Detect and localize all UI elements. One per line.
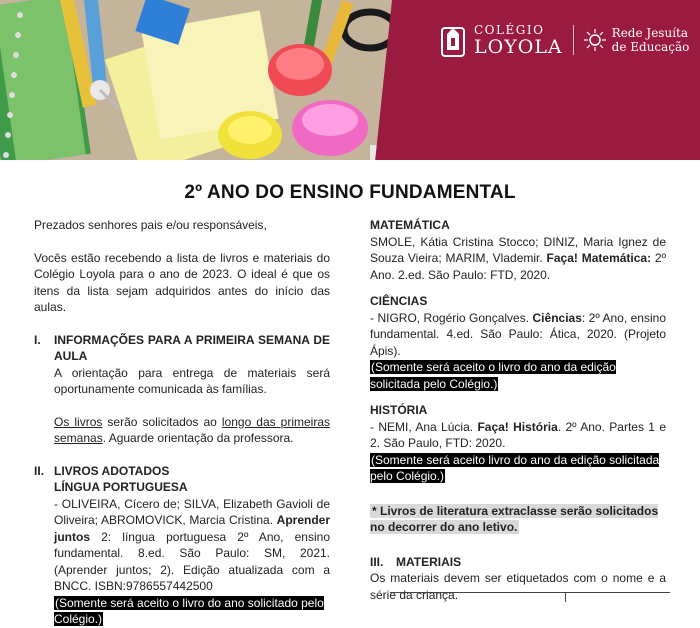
- page-title: 2º ANO DO ENSINO FUNDAMENTAL: [184, 182, 516, 203]
- intro-paragraph: Vocês estão recebendo a lista de livros e materiais do Colégio Loyola para o ano de 2023. O ideal é que os itens da lista sejam adquiridos antes do início das aulas.: [34, 250, 330, 314]
- section-number: III.: [370, 554, 384, 569]
- math-book: [370, 234, 666, 284]
- right-column: [370, 217, 666, 603]
- weeks-underlined: longo das primeiras semanas: [54, 414, 331, 445]
- book-details: 2º Ano. 2.ed. São Paulo: FTD, 2020.: [370, 251, 666, 282]
- school-supplies-photo: [0, 0, 432, 160]
- literature-note: * Livros de literatura extraclasse serão solicitados no decorrer do ano letivo.: [370, 503, 659, 534]
- books-text-mid: serão solicitados ao: [102, 414, 222, 429]
- section-heading: INFORMAÇÕES PARA A PRIMEIRA SEMANA DE AULA: [54, 332, 330, 363]
- science-book: [370, 310, 666, 360]
- book-title: Faça! História: [477, 419, 558, 434]
- section-text: A orientação para entrega de materiais será oportunamente comunicada às famílias.: [54, 365, 330, 396]
- section-first-week: [34, 332, 330, 463]
- literature-note-block: [370, 503, 666, 536]
- book-details: 2: língua portuguesa 2º Ano, ensino fundamental. 8.ed. São Paulo: SM, 2021. (Aprender juntos; 2). Edição atualizada com a BNCC. ISBN:9786557442500: [54, 529, 330, 593]
- subject-history: HISTÓRIA: [370, 403, 428, 417]
- network-line-1: Rede Jesuíta: [611, 26, 689, 40]
- section-heading: MATERIAIS: [396, 554, 462, 569]
- portuguese-note: [54, 595, 330, 628]
- books-text-end: . Aguarde orientação da professora.: [102, 431, 294, 445]
- network-line-2: de Educação: [611, 40, 690, 54]
- school-name: [474, 24, 563, 57]
- highlight-note: (Somente será aceito o livro do ano da edição solicitada pelo Colégio.): [370, 360, 616, 391]
- books-schedule-paragraph: [54, 414, 330, 447]
- section-number: I.: [34, 332, 41, 347]
- book-authors: - NEMI, Ana Lúcia.: [370, 419, 478, 434]
- section-books: [34, 463, 330, 628]
- highlight-note: (Somente será aceito o livro do ano solicitado pelo Colégio.): [54, 595, 324, 626]
- history-book: [370, 419, 666, 452]
- book-title: Ciências: [532, 310, 582, 325]
- book-details: . 2º Ano. Partes 1 e 2. São Paulo, FTD: 2020.: [370, 419, 666, 450]
- section-heading: LIVROS ADOTADOS: [54, 463, 170, 478]
- section-body: [54, 463, 330, 628]
- book-authors: - NIGRO, Rogério Gonçalves.: [370, 310, 533, 325]
- subject-portuguese: LÍNGUA PORTUGUESA: [54, 480, 188, 494]
- books-link-text: Os livros: [54, 414, 103, 429]
- highlight-note: (Somente será aceito livro do ano da edição solicitada pelo Colégio.): [370, 452, 660, 483]
- book-title: Aprender juntos: [54, 513, 330, 544]
- materials-text: Os materiais devem ser etiquetados com o nome e a série da criança.: [370, 571, 666, 602]
- left-column: [34, 217, 330, 628]
- book-authors: SMOLE, Kátia Cristina Stocco; DINIZ, Maria Ignez de Souza Vieira; MARIM, Vlademir.: [370, 234, 666, 265]
- book-authors: - OLIVEIRA, Cícero de; SILVA, Elizabeth Gavioli de Oliveira; ABROMOVICK, Marcia Cristina.: [54, 496, 330, 527]
- materials-table-divider: [565, 592, 566, 602]
- school-logo[interactable]: [440, 22, 689, 58]
- book-details: : 2º Ano, ensino fundamental. 4.ed. São Paulo: Ática, 2020. (Projeto Ápis).: [370, 310, 666, 358]
- logo-separator: [573, 25, 574, 55]
- materials-table-top: [390, 592, 670, 613]
- section-materials: [370, 554, 666, 571]
- subject-math: MATEMÁTICA: [370, 218, 450, 232]
- school-name-small: COLÉGIO: [474, 22, 545, 37]
- science-note: [370, 359, 666, 392]
- section-body: [54, 332, 330, 463]
- school-supplies-illustration: [0, 0, 432, 160]
- loyola-crest-icon: [440, 22, 466, 58]
- jesuit-sun-icon: [584, 29, 606, 51]
- section-number: II.: [34, 463, 45, 478]
- network-name: [612, 26, 690, 54]
- subject-science: CIÊNCIAS: [370, 294, 428, 308]
- book-title: Faça! Matemática:: [546, 251, 652, 265]
- school-name-big: LOYOLA: [474, 35, 563, 58]
- portuguese-book: [54, 496, 330, 595]
- header-banner: [0, 0, 700, 160]
- greeting: Prezados senhores pais e/ou responsáveis,: [34, 218, 267, 232]
- history-note: [370, 452, 666, 485]
